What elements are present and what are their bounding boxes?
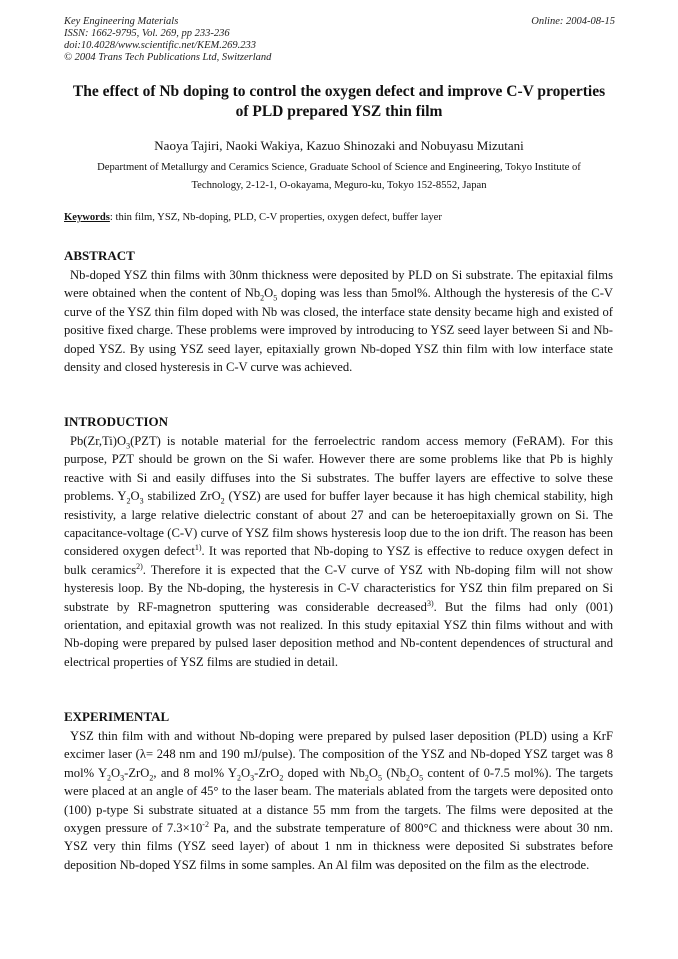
issn-line: ISSN: 1662-9795, Vol. 269, pp 233-236 xyxy=(64,28,230,39)
keywords xyxy=(64,212,624,223)
journal-header xyxy=(64,16,271,64)
introduction-heading: INTRODUCTION xyxy=(64,414,169,429)
online-date: Online: 2004-08-15 xyxy=(531,16,615,27)
affiliation xyxy=(56,159,622,195)
copyright-line: © 2004 Trans Tech Publications Ltd, Switzerland xyxy=(64,52,272,63)
keywords-text: : thin film, YSZ, Nb-doping, PLD, C-V properties, oxygen defect, buffer layer xyxy=(109,212,442,223)
journal-name: Key Engineering Materials xyxy=(64,16,179,27)
affiliation-line-1: Department of Metallurgy and Ceramics Science, Graduate School of Science and Engineering, Tokyo Institute of xyxy=(97,162,581,173)
abstract-heading: ABSTRACT xyxy=(64,248,135,263)
author-list: Naoya Tajiri, Naoki Wakiya, Kazuo Shinozaki and Nobuyasu Mizutani xyxy=(154,138,524,153)
doi-line: doi:10.4028/www.scientific.net/KEM.269.233 xyxy=(64,40,256,51)
title-line-1: The effect of Nb doping to control the oxygen defect and improve C-V properties xyxy=(72,83,606,100)
introduction-body: $Pb(Zr,Ti)O_3(PZT)$ is notable material for the ferroelectric random access memory (FeRAM). For this purpose, PZT should be grown on the Si wafer. However there are some problems like that Pb is highly reactive with Si and easily diffuses into the Si substrates. The buffer layers are effective to solve these problems. $Y_2O_3$ stabilized ZrO$_2$ (YSZ) are used for buffer layer because it has high chemical stability, high resistivity, a large relative dielectric constant of about 27 and can be heteroepitaxially grown on Si. The capacitance-voltage (C-V) curve of YSZ film shows hysteresis loop due to the ion drift. The reason has been considered oxygen defect$^{1)}$. It was reported that Nb-doping to YSZ is effective to reduce oxygen defect in bulk ceramics$^{2)}$. Therefore it is expected that the C-V curve of YSZ with Nb-doping film will not show hysteresis loop. By the Nb-doping, the hysteresis in C-V characteristics for YSZ thin film prepared on Si substrate by RF-magnetron sputtering was considerable decreased$^{3)}$. But the films had only (001) orientation, and epitaxial growth was not realized. In this study epitaxial YSZ thin films without and with Nb-doping were prepared by pulsed laser deposition method and Nb-content dependences of structural and electrical properties of YSZ films are studied in detail. xyxy=(64,434,614,669)
citation-ref: 1) xyxy=(194,543,202,553)
affiliation-line-2: Technology, 2-12-1, O-okayama, Meguro-ku, Tokyo 152-8552, Japan xyxy=(191,180,487,191)
keywords-label: Keywords xyxy=(64,212,110,223)
citation-ref: 3) xyxy=(426,598,434,608)
experimental-heading: EXPERIMENTAL xyxy=(64,709,170,724)
paper-title xyxy=(40,82,638,122)
citation-ref: 2) xyxy=(136,561,143,571)
title-line-2: of PLD prepared YSZ thin film xyxy=(235,103,443,120)
abstract-body: Nb-doped YSZ thin films with 30nm thickness were deposited by PLD on Si substrate. The epitaxial films were obtained when the content of $Nb_2O_5$ doping was less than 5mol%. Although the hysteresis of the C-V curve of the YSZ thin film doped with Nb was closed, the interface state density became high and existed of positive fixed charge. These problems were improved by introducing to YSZ seed layer between Si and Nb-doped YSZ. By using YSZ seed layer, epitaxially grown Nb-doped YSZ thin film with low interface state density and closed hysteresis in C-V curve was achieved. xyxy=(64,268,613,375)
experimental-body: YSZ thin film with and without Nb-doping were prepared by pulsed laser deposition (PLD) using a KrF excimer laser (λ= 248 nm and 190 mJ/pulse). The composition of the YSZ and Nb-doped YSZ target was 8 mol% $Y_2O_3-ZrO_2$, and 8 mol% $Y_2O_3-ZrO_2$ doped with $Nb_2O_5$ ($Nb_2O_5$ content of 0-7.5 mol%). The targets were placed at an angle of 45° to the laser beam. The materials ablated from the targets were deposited onto (100) p-type Si substrate situated at a distance 55 mm from the targets. The films were deposited at the oxygen pressure of $7.3\times 10^{-2}$ Pa, and the substrate temperature of 800°C and thickness were about 30 nm. YSZ very thin films (YSZ seed layer) of about 1 nm in thickness were deposited Si substrates before deposition Nb-doped YSZ films in some samples. An Al film was deposited on the film as the electrode. xyxy=(64,729,613,872)
